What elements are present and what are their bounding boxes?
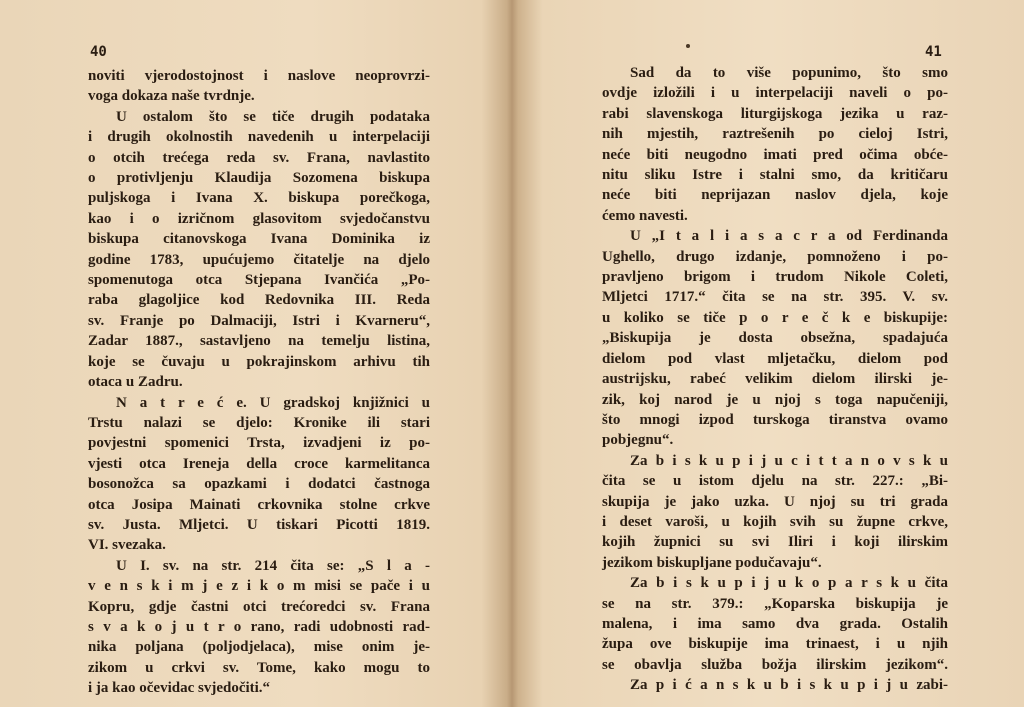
text-line: Ughello, drugo izdanje, pomnoženo i po- — [602, 248, 948, 265]
text-line: N a t r e ć e. U gradskoj knjižnici u — [116, 394, 430, 411]
text-line: rabi slavenskoga liturgijskoga jezika u raz- — [602, 105, 948, 122]
text-line: VI. svezaka. — [88, 537, 166, 554]
text-line: „Biskupija je dosta obsežna, spadajuća — [602, 330, 948, 347]
text-line: U „I t a l i a s a c r a od Ferdinanda — [630, 228, 948, 245]
text-line: Trstu nalazi se djelo: Kronike ili stari — [88, 414, 430, 431]
text-line: spomenutoga otca Stjepana Ivančića „Po- — [88, 272, 430, 289]
text-line: ćemo navesti. — [602, 207, 688, 224]
text-line: nih mjestih, raztrešenih po cieloj Istri, — [602, 126, 948, 143]
text-line: o otcih trećega reda sv. Frana, navlastito — [88, 149, 430, 166]
text-line: voga dokaza naše tvrdnje. — [88, 88, 255, 105]
text-line: U I. sv. na str. 214 čita se: „S l a - — [116, 557, 430, 574]
ink-speck — [686, 44, 690, 48]
text-line: Mljetci 1717.“ čita se na str. 395. V. sv. — [602, 289, 948, 306]
text-line: i ja kao očevidac svjedočiti.“ — [88, 680, 271, 697]
text-line: zikom u crkvi sv. Tome, kako mogu to — [88, 659, 430, 676]
text-line: pravljeno brigom i trudom Nikole Coleti, — [602, 269, 948, 286]
text-line: kojih župnici su svi Iliri i koji ilirskim — [602, 534, 948, 551]
text-line: Za b i s k u p i j u c i t t a n o v s k u — [630, 452, 948, 469]
text-line: što mnogi izpod turskoga tiranstva ovamo — [602, 411, 948, 428]
text-line: se na str. 379.: „Koparska biskupija je — [602, 595, 948, 612]
text-line: koje se čuvaju u pokrajinskom arhivu tih — [88, 353, 430, 370]
text-line: s v a k o j u t r o rano, radi udobnosti rad- — [88, 618, 430, 635]
text-line: noviti vjerodostojnost i naslove neoprovrzi- — [88, 68, 430, 84]
page-number-right: 41 — [925, 44, 942, 60]
right-page — [510, 0, 1024, 707]
text-line: se obavlja služba božja ilirskim jezikom“. — [602, 656, 948, 673]
text-line: raba glagoljice kod Redovnika III. Reda — [88, 292, 430, 309]
text-line: u koliko se tiče p o r e č k e biskupije: — [602, 309, 948, 326]
text-line: Sad da to više popunimo, što smo — [630, 65, 948, 81]
left-page-text — [88, 66, 430, 699]
text-line: kao i o izričnom glasovitom svjedočanstvu — [88, 210, 430, 227]
left-page — [0, 0, 510, 707]
text-line: otaca u Zadru. — [88, 374, 183, 391]
text-line: godine 1783, upućujemo čitatelje na djelo — [88, 251, 430, 268]
text-line: biskupa citanovskoga Ivana Dominika iz — [88, 231, 430, 248]
text-line: skupija je jako uzka. U njoj su tri grada — [602, 493, 948, 510]
text-line: neće biti neugodno imati pred očima obće- — [602, 146, 948, 163]
text-line: sv. Justa. Mljetci. U tiskari Picotti 1819. — [88, 516, 430, 533]
text-line: pobjegnu“. — [602, 432, 674, 449]
text-line: Zadar 1887., sastavljeno na temelju listina, — [88, 333, 430, 350]
text-line: dielom pod vlast mljetačku, dielom pod — [602, 350, 948, 367]
text-line: povjestni spomenici Trsta, izvadjeni iz po- — [88, 435, 430, 452]
text-line: malena, i ima samo dva grada. Ostalih — [602, 615, 948, 632]
text-line: neće biti neprijazan naslov djela, koje — [602, 187, 948, 204]
text-line: i deset varoši, u kojih svih su župne crkve, — [602, 513, 948, 530]
text-line: bosonožca sa opazkami i dodatci častnoga — [88, 476, 430, 493]
text-line: jezikom biskupljane podučavaju“. — [602, 554, 822, 571]
text-line: nika poljana (poljodjelaca), mise onim je- — [88, 639, 430, 656]
text-line: čita se u istom djelu na str. 227.: „Bi- — [602, 473, 948, 490]
text-line: Kopru, gdje častni otci trećoredci sv. Frana — [88, 598, 430, 615]
text-line: vjesti otca Ireneja della croce karmelitanca — [88, 455, 430, 472]
text-line: sv. Franje po Dalmaciji, Istri i Kvarneru“, — [88, 312, 430, 329]
text-line: v e n s k i m j e z i k o m misi se pače i u — [88, 578, 430, 595]
text-line: puljskoga i Ivana X. biskupa porečkoga, — [88, 190, 430, 207]
page-number-left: 40 — [90, 44, 107, 60]
text-line: Za b i s k u p i j u k o p a r s k u čita — [630, 575, 948, 592]
text-line: o protivljenju Klaudija Sozomena biskupa — [88, 170, 430, 187]
text-line: zik, koj narod je u njoj s toga napučeniji, — [602, 391, 948, 408]
right-page-text — [602, 63, 948, 696]
text-line: nitu sliku Istre i stalni smo, da kritičaru — [602, 167, 948, 184]
text-line: otca Josipa Mainati crkovnika stolne crkve — [88, 496, 430, 513]
text-line: U ostalom što se tiče drugih podataka — [116, 108, 430, 125]
text-line: ovdje izložili i u interpelaciji naveli o po- — [602, 85, 948, 102]
text-line: Za p i ć a n s k u b i s k u p i j u zabi- — [630, 677, 948, 694]
text-line: i drugih okolnostih navedenih u interpelaciji — [88, 129, 430, 146]
text-line: župa ove biskupije ima trinaest, i u njih — [602, 636, 948, 653]
text-line: austrijsku, rabeć velikim dielom ilirski je- — [602, 371, 948, 388]
